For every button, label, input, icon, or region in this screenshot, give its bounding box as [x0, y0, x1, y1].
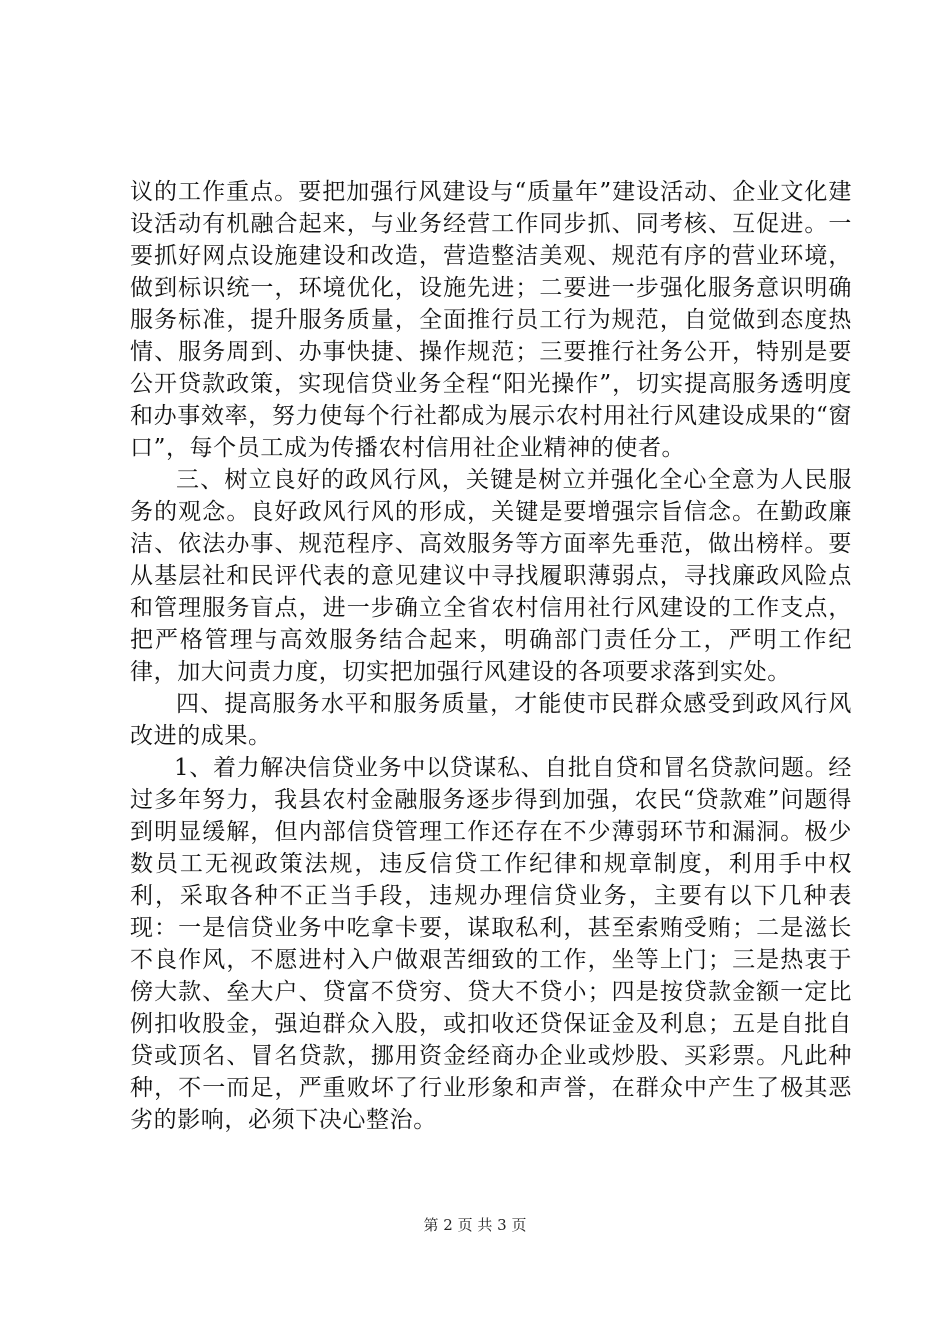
document-body [130, 176, 852, 1136]
paragraph-item-one: 1、着力解决信贷业务中以贷谋私、自批自贷和冒名贷款问题。经过多年努力，我县农村金融服务逐步得到加强，农民“贷款难”问题得到明显缓解，但内部信贷管理工作还存在不少薄弱环节和漏洞。极少数员工无视政策法规，违反信贷工作纪律和规章制度，利用手中权利，采取各种不正当手段，违规办理信贷业务，主要有以下几种表现：一是信贷业务中吃拿卡要，谋取私利，甚至索贿受贿；二是滋长不良作风，不愿进村入户做艰苦细致的工作，坐等上门；三是热衷于傍大款、垒大户、贷富不贷穷、贷大不贷小；四是按贷款金额一定比例扣收股金，强迫群众入股，或扣收还贷保证金及利息；五是自批自贷或顶名、冒名贷款，挪用资金经商办企业或炒股、买彩票。凡此种种，不一而足，严重败坏了行业形象和声誉，在群众中产生了极其恶劣的影响，必须下决心整治。 [130, 755, 852, 1133]
paragraph-section-three: 三、树立良好的政风行风，关键是树立并强化全心全意为人民服务的观念。良好政风行风的形成，关键是要增强宗旨信念。在勤政廉洁、依法办事、规范程序、高效服务等方面率先垂范，做出榜样。要从基层社和民评代表的意见建议中寻找履职薄弱点，寻找廉政风险点和管理服务盲点，进一步确立全省农村信用社行风建设的工作支点，把严格管理与高效服务结合起来，明确部门责任分工，严明工作纪律，加大问责力度，切实把加强行风建设的各项要求落到实处。 [130, 467, 852, 685]
paragraph-section-four: 四、提高服务水平和服务质量，才能使市民群众感受到政风行风改进的成果。 [130, 691, 852, 749]
page-footer: 第 2 页 共 3 页 [423, 1216, 527, 1234]
paragraph-continuation: 议的工作重点。要把加强行风建设与“质量年”建设活动、企业文化建设活动有机融合起来，与业务经营工作同步抓、同考核、互促进。一要抓好网点设施建设和改造，营造整洁美观、规范有序的营业环境，做到标识统一，环境优化，设施先进；二要进一步强化服务意识明确服务标准，提升服务质量，全面推行员工行为规范，自觉做到态度热情、服务周到、办事快捷、操作规范；三要推行社务公开，特别是要公开贷款政策，实现信贷业务全程“阳光操作”，切实提高服务透明度和办事效率，努力使每个行社都成为展示农村用社行风建设成果的“窗口”，每个员工成为传播农村信用社企业精神的使者。 [130, 179, 852, 461]
